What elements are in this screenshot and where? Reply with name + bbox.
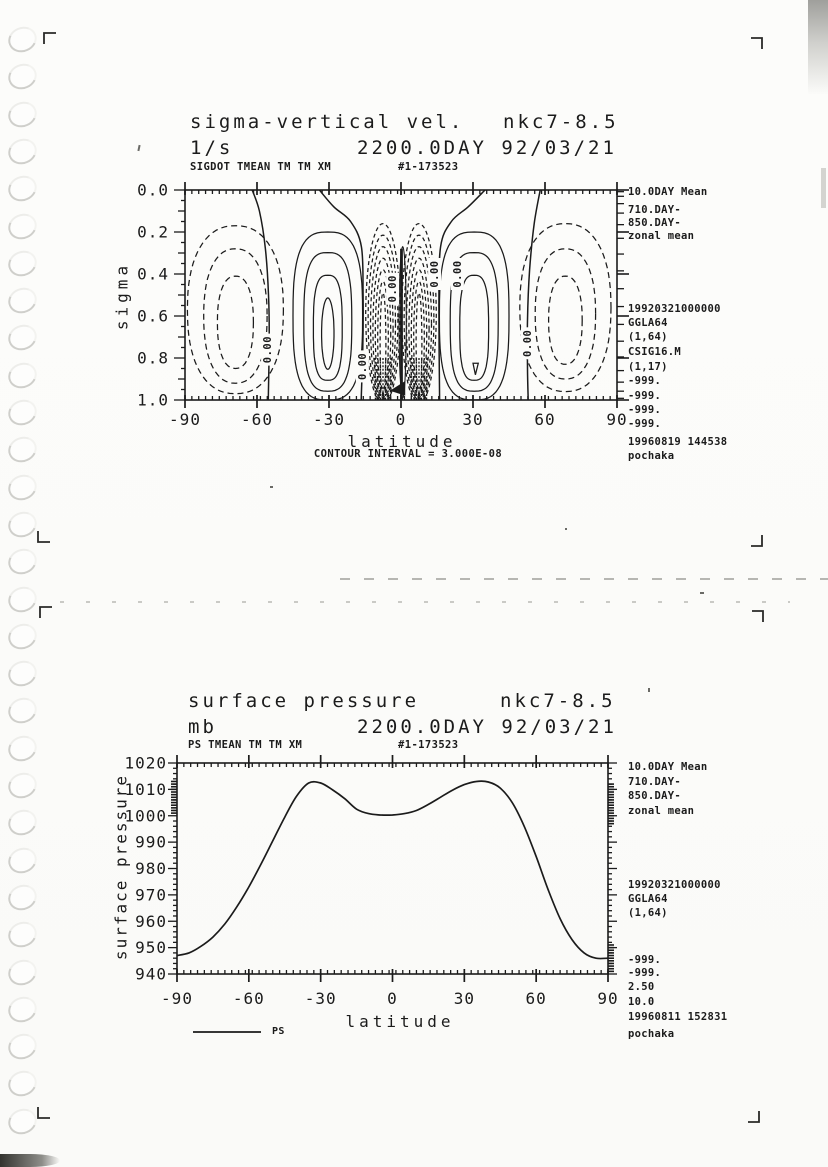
chart2-y-ticks <box>168 763 617 974</box>
scan-smudge <box>821 168 826 208</box>
side-note: 19960819 144538 <box>628 436 728 448</box>
chart2-time-label: 2200.0DAY 92/03/21 <box>357 716 617 738</box>
side-note: 710.DAY- <box>628 776 681 788</box>
svg-text:-90: -90 <box>161 989 193 1008</box>
svg-text:0.00: 0.00 <box>387 275 400 303</box>
svg-text:0.00: 0.00 <box>521 329 534 357</box>
chart2-y-tick-labels <box>124 754 167 984</box>
chart2-x-ticks <box>177 755 608 982</box>
side-note: -999. <box>628 404 662 416</box>
side-note: 2.50 <box>628 981 655 993</box>
x-tick-labels <box>161 989 619 1008</box>
svg-text:90: 90 <box>606 410 628 429</box>
svg-text:940: 940 <box>135 964 167 984</box>
side-note: zonal mean <box>628 805 695 817</box>
svg-text:0: 0 <box>395 410 407 429</box>
scan-smudge <box>808 0 828 95</box>
svg-text:950: 950 <box>135 938 167 958</box>
svg-text:0.0: 0.0 <box>137 180 169 200</box>
svg-text:-30: -30 <box>313 410 345 429</box>
side-note: -999. <box>628 967 662 979</box>
chart1-var-header: SIGDOT TMEAN TM TM XM <box>190 161 332 173</box>
svg-text:0.2: 0.2 <box>137 222 169 242</box>
scan-speck <box>565 528 567 530</box>
side-note: -999. <box>628 375 662 387</box>
scan-smudge <box>0 1154 60 1167</box>
side-note: GGLA64 <box>628 893 668 905</box>
svg-text:0.00: 0.00 <box>451 260 464 288</box>
side-note: (1,64) <box>628 907 668 919</box>
chart1-contours <box>187 190 611 404</box>
side-note: 10.0DAY Mean <box>628 186 708 198</box>
side-note: 19920321000000 <box>628 879 721 891</box>
side-note: 10.0 <box>628 996 655 1008</box>
chart2-run-label: nkc7-8.5 <box>500 690 616 712</box>
svg-text:-60: -60 <box>241 410 273 429</box>
chart1-x-axis-label: latitude <box>347 432 457 451</box>
svg-text:0.4: 0.4 <box>137 264 169 284</box>
chart1-run-label: nkc7-8.5 <box>503 111 619 133</box>
svg-text:90: 90 <box>597 989 619 1008</box>
svg-text:60: 60 <box>525 989 547 1008</box>
svg-text:0.8: 0.8 <box>137 348 169 368</box>
svg-text:990: 990 <box>135 832 167 852</box>
side-note: 10.0DAY Mean <box>628 761 708 773</box>
svg-text:0.00: 0.00 <box>356 352 369 381</box>
svg-text:-90: -90 <box>169 410 201 429</box>
side-note: GGLA64 <box>628 317 668 329</box>
scan-artifact-line <box>340 578 828 580</box>
scan-speck <box>270 486 273 488</box>
svg-text:970: 970 <box>135 885 167 905</box>
side-note: 850.DAY- <box>628 217 681 229</box>
side-note: (1,17) <box>628 361 668 373</box>
chart2-record-id: #1-173523 <box>398 739 459 751</box>
side-note: pochaka <box>628 1028 675 1040</box>
chart2-plot-frame <box>177 763 608 974</box>
svg-text:0: 0 <box>387 989 398 1008</box>
svg-text:1000: 1000 <box>124 806 167 826</box>
side-note: (1,64) <box>628 331 668 343</box>
chart2-x-axis-label: latitude <box>345 1012 455 1031</box>
side-note: pochaka <box>628 450 675 462</box>
chart2-var-header: PS TMEAN TM TM XM <box>188 739 303 751</box>
svg-text:0.00: 0.00 <box>262 335 275 364</box>
chart2-ps-curve <box>177 781 608 958</box>
svg-text:1020: 1020 <box>124 753 167 773</box>
chart1-y-axis-label: sigma <box>112 261 132 331</box>
svg-text:-60: -60 <box>232 989 265 1008</box>
svg-text:60: 60 <box>534 410 556 429</box>
chart2-units: mb <box>188 716 217 738</box>
chart2-y-axis-label: surface pressure <box>111 773 131 961</box>
chart2-title: surface pressure <box>188 690 420 712</box>
svg-text:960: 960 <box>135 911 167 931</box>
side-note: -999. <box>628 954 662 966</box>
svg-text:30: 30 <box>453 989 475 1008</box>
side-note: 19960811 152831 <box>628 1011 728 1023</box>
side-note: -999. <box>628 390 662 402</box>
svg-text:-30: -30 <box>304 989 337 1008</box>
side-note: 19920321000000 <box>628 303 721 315</box>
chart2-legend-label: PS <box>272 1026 285 1037</box>
x-tick-labels <box>169 410 628 429</box>
svg-text:30: 30 <box>462 410 484 429</box>
scan-speck <box>648 688 650 692</box>
side-note: -999. <box>628 418 662 430</box>
side-note: 710.DAY- <box>628 204 681 216</box>
chart1-y-tick-labels <box>137 181 169 410</box>
svg-text:980: 980 <box>135 859 167 878</box>
scan-speck <box>700 592 704 594</box>
side-note: zonal mean <box>628 230 695 242</box>
chart1-record-id: #1-173523 <box>398 161 459 173</box>
side-note: CSIG16.M <box>628 346 681 358</box>
svg-text:1.0: 1.0 <box>137 390 169 410</box>
svg-text:0.00: 0.00 <box>429 260 442 288</box>
scan-artifact-line <box>60 601 790 603</box>
chart1-footnote: CONTOUR INTERVAL = 3.000E-08 <box>313 448 503 460</box>
chart1-title: sigma-vertical vel. <box>190 111 465 133</box>
side-note: 850.DAY- <box>628 790 681 802</box>
svg-text:0.6: 0.6 <box>137 306 169 326</box>
svg-text:1010: 1010 <box>124 779 167 799</box>
chart1-units: 1/s <box>190 137 234 159</box>
chart1-time-label: 2200.0DAY 92/03/21 <box>357 137 617 159</box>
